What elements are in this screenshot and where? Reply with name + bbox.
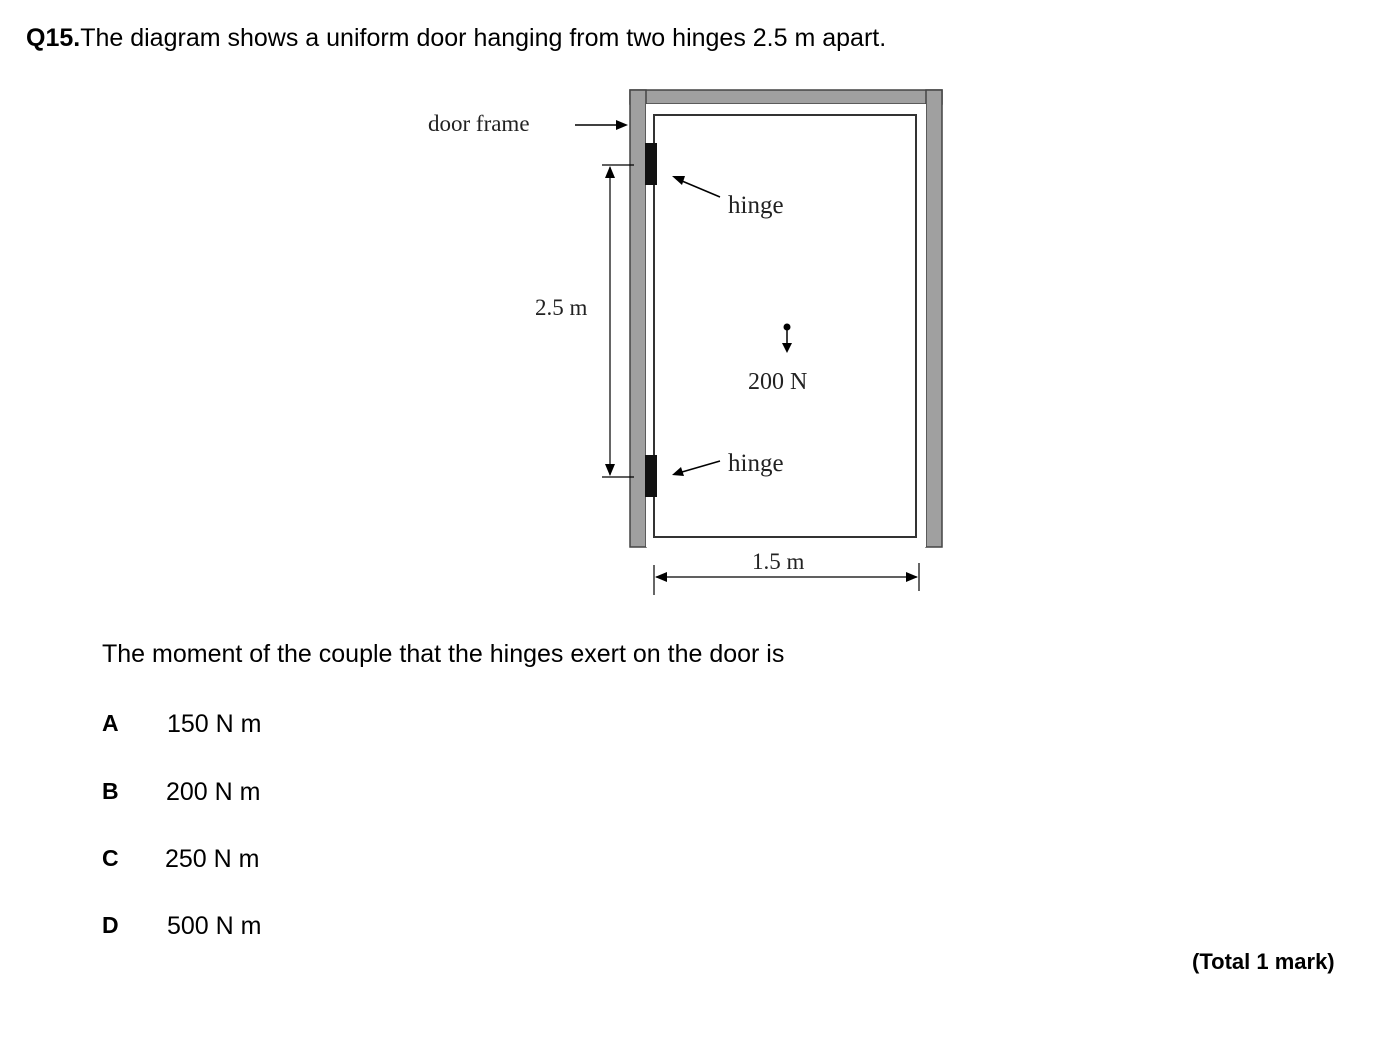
weight-label: 200 N bbox=[748, 369, 808, 395]
option-letter: B bbox=[102, 778, 119, 804]
hinge-top-block bbox=[645, 143, 657, 185]
option-letter: A bbox=[102, 710, 119, 736]
hinge-top-label: hinge bbox=[728, 192, 784, 219]
hinge-bottom-label: hinge bbox=[728, 450, 784, 477]
door-frame-label: door frame bbox=[428, 111, 530, 136]
width-label: 1.5 m bbox=[752, 549, 805, 574]
height-label: 2.5 m bbox=[535, 295, 588, 320]
door-frame-arrow bbox=[575, 120, 628, 130]
question-number: Q15. bbox=[26, 24, 81, 52]
question-body: The diagram shows a uniform door hanging from two hinges 2.5 m apart. bbox=[80, 24, 887, 52]
hinge-bottom-block bbox=[645, 455, 657, 497]
question-stem: The moment of the couple that the hinges exert on the door is bbox=[102, 640, 785, 668]
option-letter: C bbox=[102, 845, 119, 871]
option-c bbox=[102, 845, 260, 873]
question-text bbox=[26, 24, 886, 53]
option-text: 250 N m bbox=[165, 845, 260, 873]
option-text: 150 N m bbox=[167, 710, 262, 738]
door-diagram bbox=[420, 85, 950, 605]
height-dimension bbox=[602, 165, 634, 477]
option-letter: D bbox=[102, 912, 119, 938]
option-a bbox=[102, 710, 262, 738]
option-text: 200 N m bbox=[166, 778, 261, 806]
option-b bbox=[102, 778, 261, 806]
option-text: 500 N m bbox=[167, 912, 262, 940]
option-d bbox=[102, 912, 262, 940]
total-marks: (Total 1 mark) bbox=[1192, 949, 1335, 974]
